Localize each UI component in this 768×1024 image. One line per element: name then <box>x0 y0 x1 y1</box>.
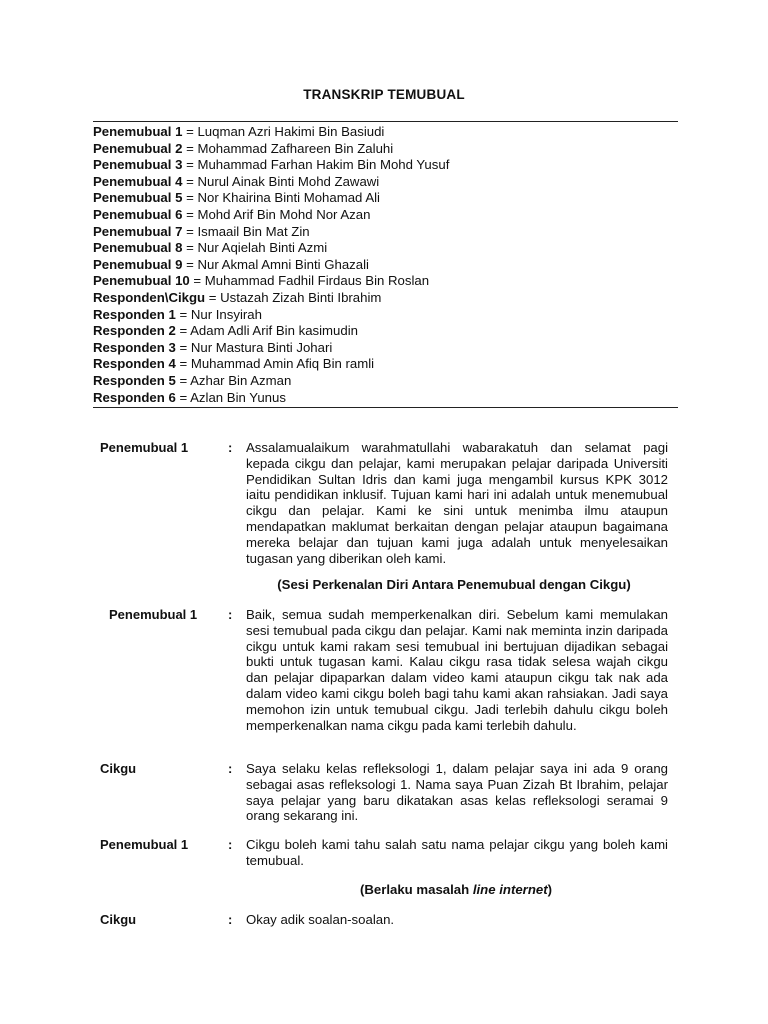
participant-row <box>93 340 678 357</box>
participant-row <box>93 273 678 290</box>
participant-role: Penemubual 3 <box>93 157 183 173</box>
participant-role: Penemubual 10 <box>93 273 190 289</box>
participant-row <box>93 373 678 390</box>
utterance-text: Assalamualaikum warahmatullahi wabarakatuh dan selamat pagi kepada cikgu dan pelajar, kami merupakan pelajar daripada Universiti Pendidikan Sultan Idris dan kami juga mengambil kursus KPK 3012 iaitu pendidikan inklusif. Tujuan kami hari ini adalah untuk menemubual cikgu dan pelajar. Kami ke sini untuk menimba ilmu ataupun mendapatkan maklumat berkaitan dengan pelajar ataupun bagaimana mereka belajar dan tujuan kami juga adalah untuk menyelesaikan tugasan yang diberikan oleh kami. <box>246 440 668 566</box>
participant-role: Penemubual 6 <box>93 206 183 222</box>
participant-role: Penemubual 1 <box>93 124 183 139</box>
participant-role: Penemubual 2 <box>93 140 183 156</box>
connection-note <box>0 882 768 898</box>
participant-name: = Ustazah Zizah Binti Ibrahim <box>208 289 382 305</box>
speaker-label: Cikgu <box>100 912 137 927</box>
participant-name: = Ismaail Bin Mat Zin <box>186 223 310 239</box>
participant-role: Responden 5 <box>93 372 176 388</box>
participant-role: Penemubual 4 <box>93 173 183 189</box>
connection-note-prefix: (Berlaku masalah <box>359 882 473 897</box>
colon-separator: : <box>228 761 233 776</box>
session-note <box>0 577 768 593</box>
colon-separator: : <box>228 912 233 927</box>
participant-row <box>93 240 678 257</box>
participant-name: = Nur Mastura Binti Johari <box>179 339 333 355</box>
participant-name: = Adam Adli Arif Bin kasimudin <box>179 323 358 339</box>
participant-name: = Muhammad Farhan Hakim Bin Mohd Yusuf <box>186 157 450 173</box>
participant-row <box>93 390 678 407</box>
participant-name: = Azlan Bin Yunus <box>179 389 286 405</box>
colon-separator: : <box>228 440 233 455</box>
participant-list <box>93 124 678 406</box>
participant-row <box>93 157 678 174</box>
participant-role: Penemubual 9 <box>93 256 183 272</box>
participant-role: Responden 2 <box>93 323 176 339</box>
participant-role: Responden 3 <box>93 339 176 355</box>
speaker-label: Cikgu <box>100 761 137 776</box>
participant-row <box>93 224 678 241</box>
participant-role: Penemubual 8 <box>93 240 183 256</box>
participant-name: = Muhammad Amin Afiq Bin ramli <box>179 356 375 372</box>
participant-row <box>93 323 678 340</box>
participant-role: Penemubual 7 <box>93 223 183 239</box>
participant-name: = Muhammad Fadhil Firdaus Bin Roslan <box>193 273 430 289</box>
participant-row <box>93 290 678 307</box>
colon-separator: : <box>228 607 233 622</box>
utterance-text: Okay adik soalan-soalan. <box>246 912 395 927</box>
speaker-label: Penemubual 1 <box>109 607 198 622</box>
speaker-label: Penemubual 1 <box>100 440 189 455</box>
participant-name: = Mohammad Zafhareen Bin Zaluhi <box>186 140 394 156</box>
participant-row <box>93 174 678 191</box>
participant-name: = Mohd Arif Bin Mohd Nor Azan <box>186 206 371 222</box>
colon-separator: : <box>228 837 233 852</box>
participant-row <box>93 307 678 324</box>
document-title: TRANSKRIP TEMUBUAL <box>303 87 465 102</box>
participant-row <box>93 207 678 224</box>
participant-name: = Nur Aqielah Binti Azmi <box>186 240 328 256</box>
participant-role: Responden\Cikgu <box>93 289 206 305</box>
participant-name: = Nur Akmal Amni Binti Ghazali <box>186 256 369 272</box>
participant-name: = Nurul Ainak Binti Mohd Zawawi <box>186 173 380 189</box>
top-divider <box>93 121 678 122</box>
participant-name: = Luqman Azri Hakimi Bin Basiudi <box>186 124 385 139</box>
bottom-divider <box>93 407 678 408</box>
participant-role: Responden 6 <box>93 389 176 405</box>
connection-note-suffix: ) <box>547 882 553 897</box>
participant-row <box>93 257 678 274</box>
utterance-text: Baik, semua sudah memperkenalkan diri. Sebelum kami memulakan sesi temubual pada cikgu dan pelajar. Kami nak meminta inzin daripada cikgu untuk kami rakam sesi temubual ini bertujuan dijadikan sebagai bukti untuk tugasan kami. Kalau cikgu rasa tidak selesa wajah cikgu dan pelajar dipaparkan dalam video kami ataupun cikgu tak nak ada dalam video kami cikgu boleh bagi tahu kami akan rahsiakan. Jadi saya memohon izin untuk temubual cikgu. Jadi terlebih dahulu cikgu boleh memperkenalkan nama cikgu pada kami terlebih dahulu. <box>246 607 668 733</box>
participant-name: = Azhar Bin Azman <box>179 372 292 388</box>
participant-role: Penemubual 5 <box>93 190 183 206</box>
session-note-text: (Sesi Perkenalan Diri Antara Penemubual dengan Cikgu) <box>277 577 631 592</box>
connection-note-italic: line internet <box>472 882 548 897</box>
participant-row <box>93 141 678 158</box>
participant-row <box>93 356 678 373</box>
utterance-text: Saya selaku kelas refleksologi 1, dalam pelajar saya ini ada 9 orang sebagai asas refleksologi 1. Nama saya Puan Zizah Bt Ibrahim, pelajar saya pelajar yang baru dikatakan asas kelas refleksologi seramai 9 orang sekarang ini. <box>246 761 668 824</box>
speaker-label: Penemubual 1 <box>100 837 189 852</box>
participant-name: = Nur Insyirah <box>179 306 262 322</box>
participant-name: = Nor Khairina Binti Mohamad Ali <box>186 190 380 206</box>
participant-role: Responden 4 <box>93 356 176 372</box>
participant-role: Responden 1 <box>93 306 176 322</box>
participant-row <box>93 190 678 207</box>
utterance-text: Cikgu boleh kami tahu salah satu nama pelajar cikgu yang boleh kami temubual. <box>246 837 668 868</box>
participant-row <box>93 124 678 141</box>
